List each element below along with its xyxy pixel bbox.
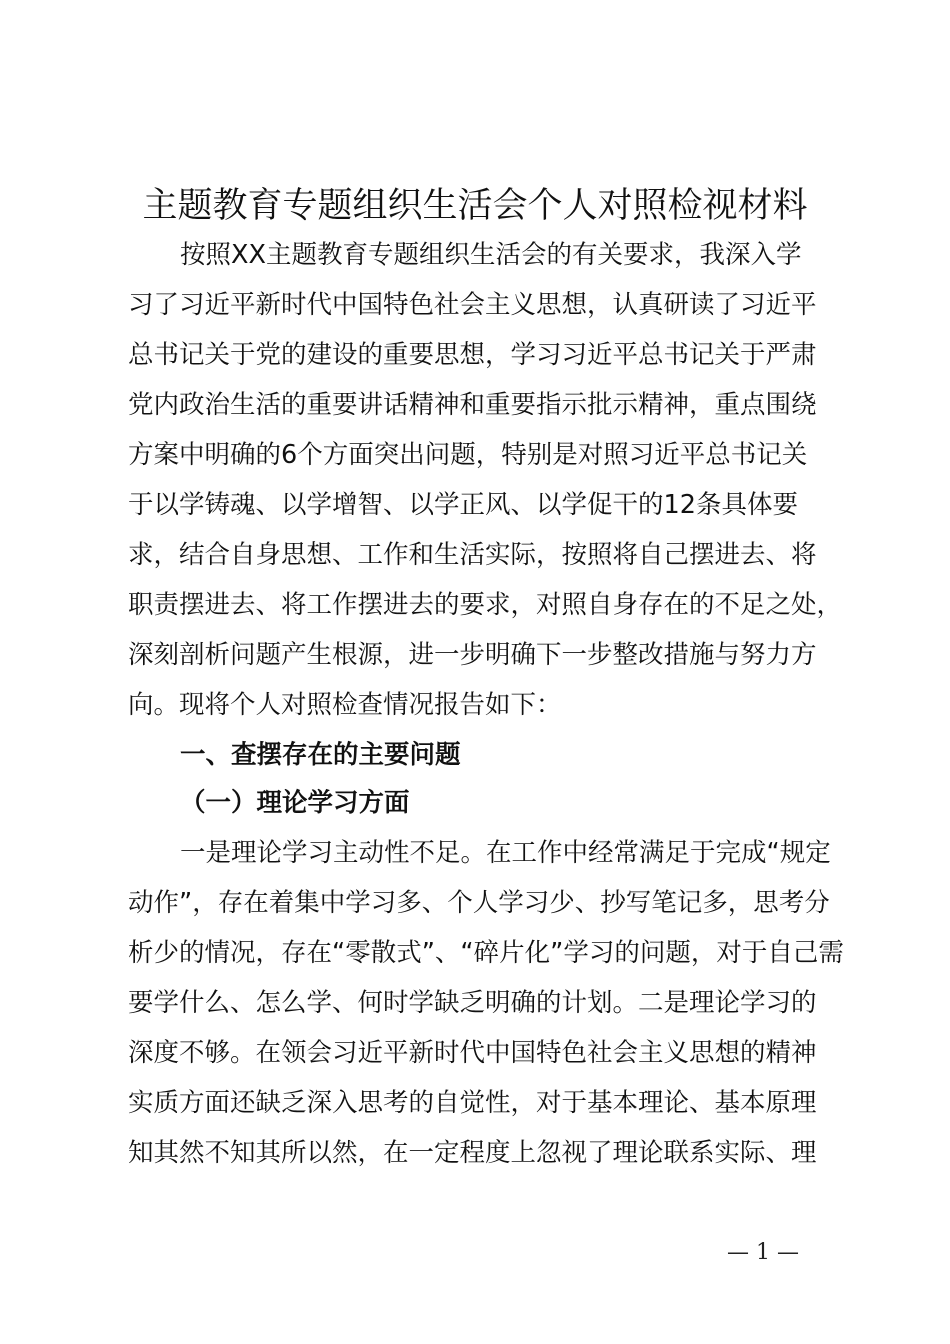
intro-line: 总书记关于党的建设的重要思想，学习习近平总书记关于严肃 — [128, 340, 817, 370]
intro-line: 职责摆进去、将工作摆进去的要求，对照自身存在的不足之处， — [128, 590, 843, 620]
body-line: 知其然不知其所以然，在一定程度上忽视了理论联系实际、理 — [128, 1138, 817, 1168]
document-title: 主题教育专题组织生活会个人对照检视材料 — [142, 186, 808, 226]
body-line: 实质方面还缺乏深入思考的自觉性，对于基本理论、基本原理 — [128, 1088, 817, 1118]
intro-line: 深刻剖析问题产生根源，进一步明确下一步整改措施与努力方 — [128, 640, 817, 670]
intro-line: 方案中明确的6个方面突出问题，特别是对照习近平总书记关 — [128, 440, 808, 470]
intro-line: 求，结合自身思想、工作和生活实际，按照将自己摆进去、将 — [128, 540, 817, 570]
intro-line: 向。现将个人对照检查情况报告如下： — [128, 690, 562, 720]
intro-line: 按照XX主题教育专题组织生活会的有关要求，我深入学 — [180, 240, 802, 270]
body-line: 动作”，存在着集中学习多、个人学习少、抄写笔记多，思考分 — [128, 888, 830, 918]
intro-line: 于以学铸魂、以学增智、以学正风、以学促干的12条具体要 — [128, 490, 798, 520]
body-line: 析少的情况，存在“零散式”、“碎片化”学习的问题，对于自己需 — [128, 938, 844, 968]
subsection-heading: （一）理论学习方面 — [180, 788, 410, 818]
body-line: 一是理论学习主动性不足。在工作中经常满足于完成“规定 — [180, 838, 831, 868]
body-line: 要学什么、怎么学、何时学缺乏明确的计划。二是理论学习的 — [128, 988, 817, 1018]
section-heading: 一、查摆存在的主要问题 — [180, 740, 461, 770]
intro-line: 习了习近平新时代中国特色社会主义思想，认真研读了习近平 — [128, 290, 817, 320]
body-line: 深度不够。在领会习近平新时代中国特色社会主义思想的精神 — [128, 1038, 817, 1068]
page-number: — 1 — — [727, 1240, 799, 1265]
intro-line: 党内政治生活的重要讲话精神和重要指示批示精神，重点围绕 — [128, 390, 817, 420]
